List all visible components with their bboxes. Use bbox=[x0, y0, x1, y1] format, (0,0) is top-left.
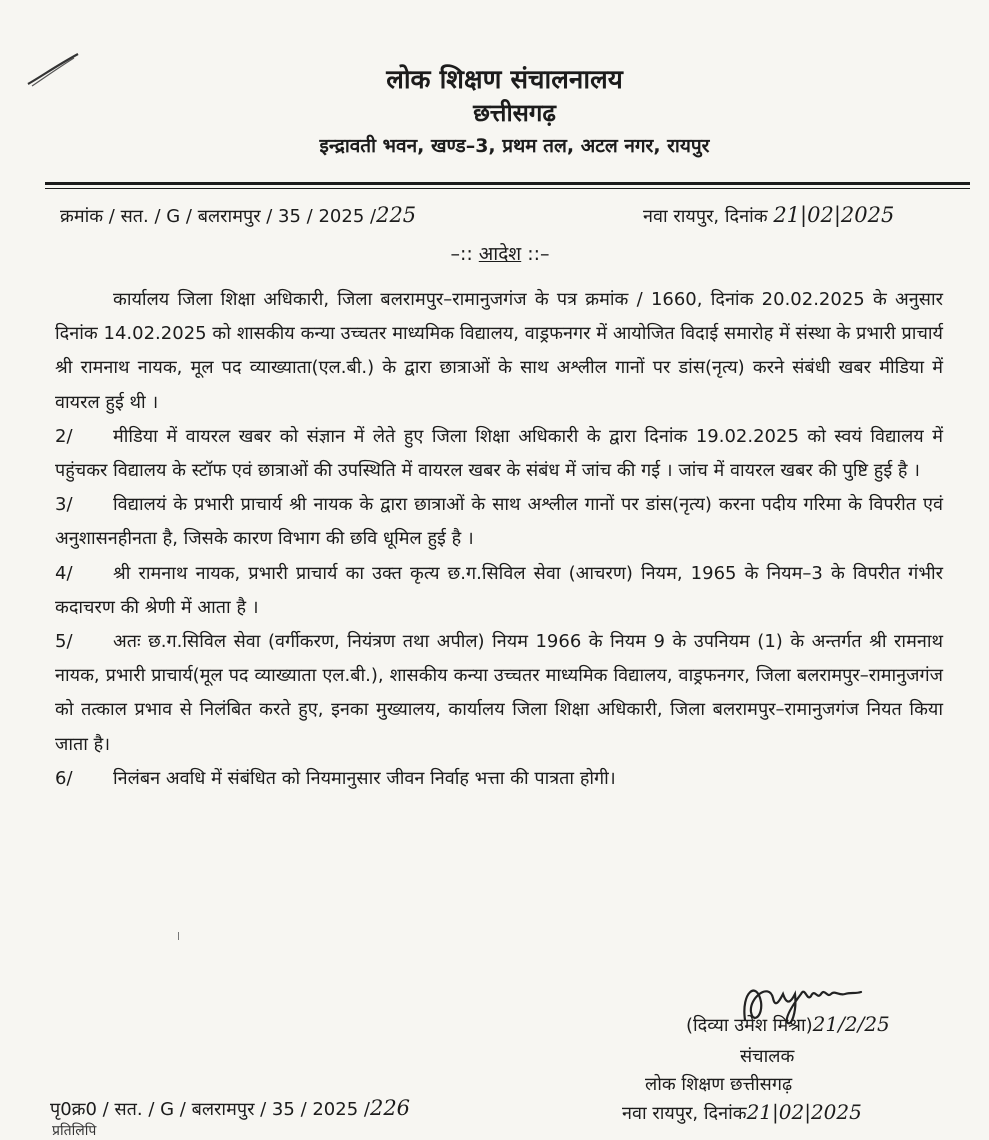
reference-number-printed: क्रमांक / सत. / G / बलरामपुर / 35 / 2025 / bbox=[60, 206, 377, 227]
paragraph-4 bbox=[55, 557, 943, 625]
order-heading-word: आदेश bbox=[478, 243, 522, 265]
header-rule-thick bbox=[45, 182, 970, 185]
paragraph-text: विद्यालयं के प्रभारी प्राचार्य श्री नायक के द्वारा छात्राओं के साथ अश्लील गानों पर डांस(नृत्य) करना पदीय गरिमा के विपरीत एवं अनुशासनहीनता है, जिसके कारण विभाग की छवि धूमिल हुई है । bbox=[55, 494, 943, 550]
endorsement-number-handwritten: 226 bbox=[369, 1096, 411, 1120]
order-heading bbox=[0, 240, 989, 266]
paragraph-6 bbox=[55, 762, 943, 796]
order-body bbox=[55, 283, 943, 796]
office-title: लोक शिक्षण संचालनालय bbox=[386, 65, 623, 95]
reference-date-handwritten: 21|02|2025 bbox=[773, 203, 895, 227]
paragraph-text: अतः छ.ग.सिविल सेवा (वर्गीकरण, नियंत्रण तथा अपील) नियम 1966 के नियम 9 के उपनियम (1) के अन्तर्गत श्री रामनाथ नायक, प्रभारी प्राचार्य(मूल पद व्याख्याता एल.बी.), शासकीय कन्या उच्चतर माध्यमिक विद्यालय, वाड्रफनगर, जिला बलरामपुर–रामानुजगंज को तत्काल प्रभाव से निलंबित करते हुए, इनका मुख्यालय, कार्यालय जिला शिक्षा अधिकारी, जिला बलरामपुर–रामानुजगंज नियत किया जाता है। bbox=[55, 631, 943, 755]
signatory-name: (दिव्या उमेश मिश्रा) bbox=[686, 1015, 813, 1036]
signatory-place-date-printed: नवा रायपुर, दिनांक bbox=[622, 1103, 747, 1124]
reference-place-date-printed: नवा रायपुर, दिनांक bbox=[643, 206, 768, 227]
order-heading-left: –:: bbox=[450, 243, 479, 265]
paragraph-text: मीडिया में वायरल खबर को संज्ञान में लेते हुए जिला शिक्षा अधिकारी के द्वारा दिनांक 19.02.2025 को स्वयं विद्यालय में पहुंचकर विद्यालय के स्टॉफ एवं छात्राओं की उपस्थिति में वायरल खबर के संबंध में जांच की गई । जांच में वायरल खबर की पुष्टि हुई है । bbox=[55, 425, 943, 482]
paragraph-text: निलंबन अवधि में संबंधित को नियमानुसार जीवन निर्वाह भत्ता की पात्रता होगी। bbox=[113, 767, 616, 789]
signatory-place-date bbox=[622, 1100, 982, 1125]
paragraph-text: कार्यालय जिला शिक्षा अधिकारी, जिला बलरामपुर–रामानुजगंज के पत्र क्रमांक / 1660, दिनांक 20.02.2025 के अनुसार दिनांक 14.02.2025 को शासकीय कन्या उच्चतर माध्यमिक विद्यालय, वाड्रफनगर में आयोजित विदाई समारोह में संस्था के प्रभारी प्राचार्य श्री रामनाथ नायक, मूल पद व्याख्याता(एल.बी.) के द्वारा छात्राओं के साथ अश्लील गानों पर डांस(नृत्य) करने संबंधी खबर मीडिया में वायरल हुई थी । bbox=[55, 289, 943, 413]
reference-number-handwritten: 225 bbox=[376, 203, 417, 227]
signatory-designation: संचालक bbox=[740, 1046, 795, 1067]
paragraph-number: 5/ bbox=[55, 631, 73, 653]
reference-number bbox=[60, 203, 416, 228]
signature-date-handwritten: 21/2/25 bbox=[812, 1012, 890, 1036]
signatory-department: लोक शिक्षण छत्तीसगढ़ bbox=[645, 1074, 793, 1095]
header-rule-thin bbox=[45, 188, 970, 189]
paragraph-text: श्री रामनाथ नायक, प्रभारी प्राचार्य का उक्त कृत्य छ.ग.सिविल सेवा (आचरण) नियम, 1965 के नियम–3 के विपरीत गंभीर कदाचरण की श्रेणी में आता है । bbox=[55, 562, 943, 618]
paragraph-2 bbox=[55, 420, 943, 488]
stray-mark bbox=[178, 932, 179, 940]
signatory-name-line bbox=[686, 1012, 989, 1037]
paragraph-number: 2/ bbox=[55, 425, 73, 447]
paragraph-number: 3/ bbox=[55, 494, 73, 516]
order-heading-right: ::– bbox=[521, 243, 550, 265]
signatory-date-handwritten: 21|02|2025 bbox=[746, 1100, 862, 1124]
paragraph-number: 6/ bbox=[55, 767, 73, 789]
office-address: इन्द्रावती भवन, खण्ड–3, प्रथम तल, अटल नगर, रायपुर bbox=[319, 135, 710, 157]
reference-place-date bbox=[643, 203, 894, 228]
paragraph-3 bbox=[55, 488, 943, 556]
state-name: छत्तीसगढ़ bbox=[473, 99, 556, 127]
paragraph-5 bbox=[55, 625, 943, 762]
copy-label: प्रतिलिपि bbox=[52, 1123, 97, 1139]
endorsement-number-printed: पृ0क्र0 / सत. / G / बलरामपुर / 35 / 2025 / bbox=[50, 1099, 370, 1120]
endorsement-number bbox=[50, 1096, 410, 1121]
paragraph-1 bbox=[55, 283, 943, 420]
paragraph-number: 4/ bbox=[55, 562, 73, 584]
